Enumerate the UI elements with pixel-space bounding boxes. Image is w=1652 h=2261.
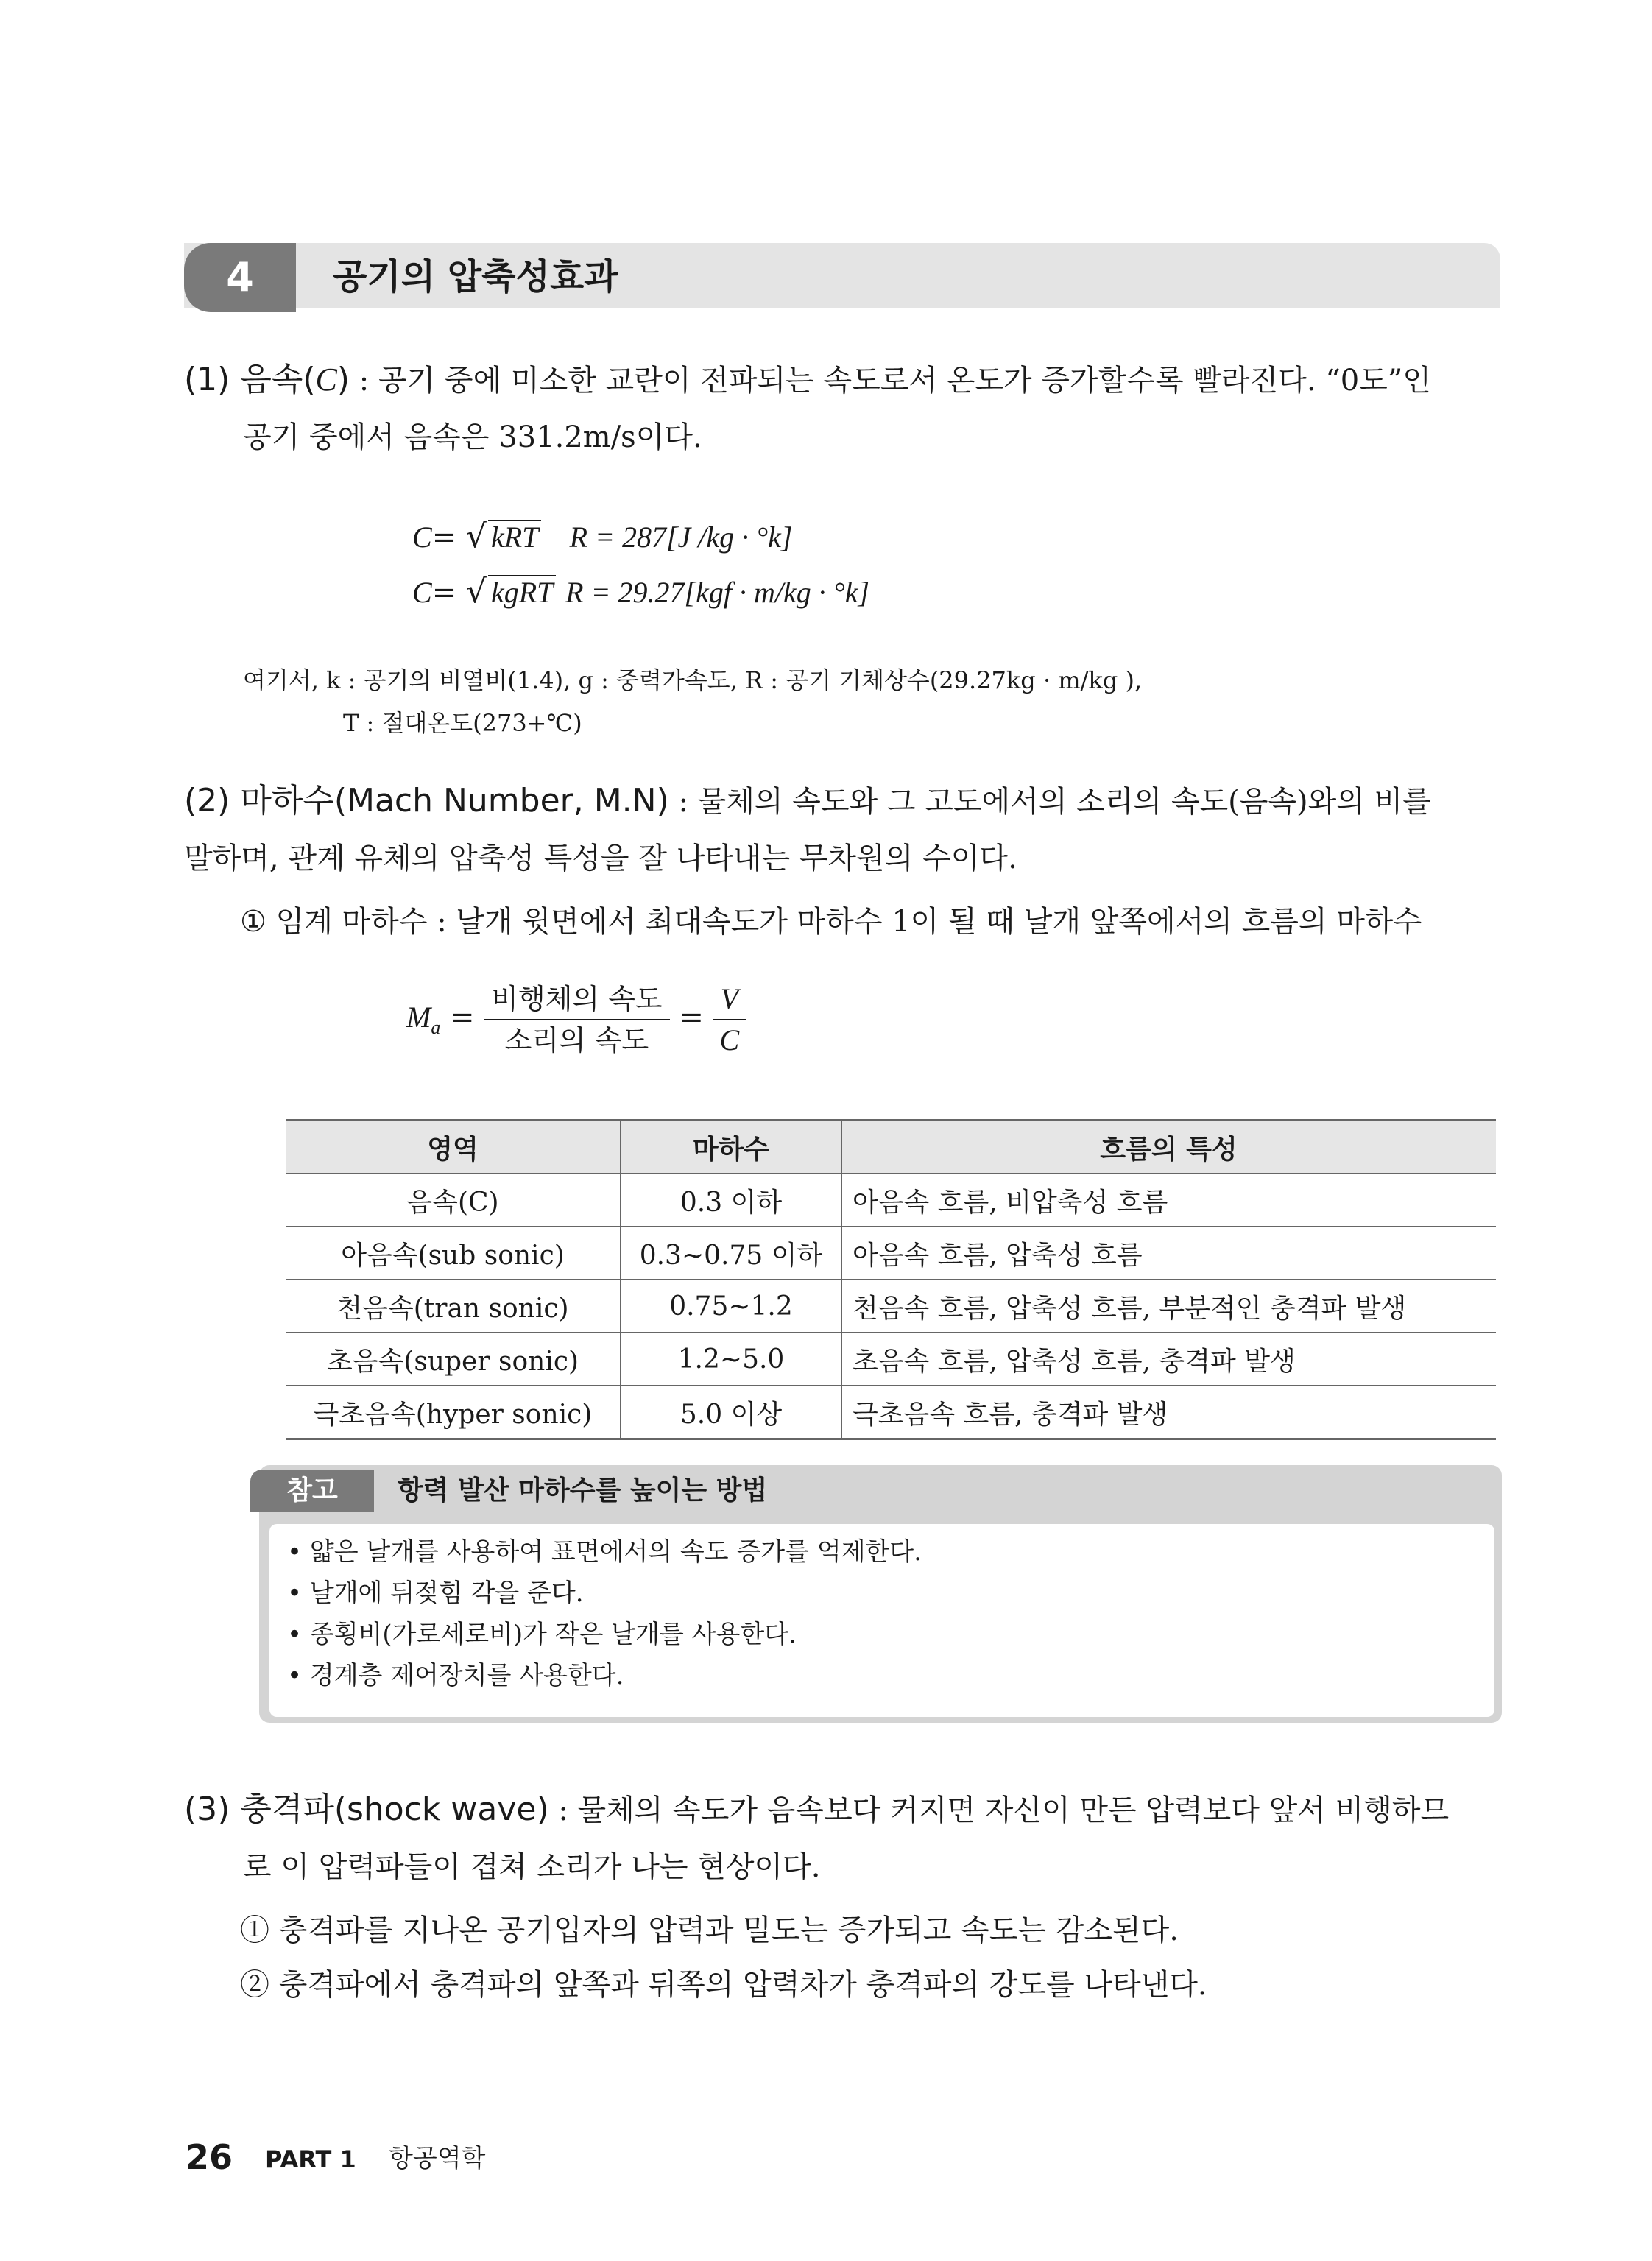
table-cell: 0.3 이하 (621, 1174, 841, 1227)
formula-gas-constant: R = 287[J /kg · °k] (569, 521, 793, 554)
item-number: ① (240, 905, 266, 939)
formula-equals: = (431, 521, 457, 554)
paragraph-sound-speed-line2: 공기 중에서 음속은 331.2m/s이다. (243, 420, 702, 454)
formula-equals-2: = (679, 1001, 704, 1034)
note-item: • 경계층 제어장치를 사용한다. (287, 1661, 624, 1690)
table-cell: 1.2~5.0 (621, 1333, 841, 1386)
table-cell: 극초음속 흐름, 충격파 발생 (841, 1386, 1496, 1439)
table-header-region: 영역 (286, 1121, 621, 1174)
table-cell: 극초음속(hyper sonic) (286, 1386, 621, 1439)
formula-equals: = (431, 576, 457, 610)
shockwave-item-1: ① 충격파를 지나온 공기입자의 압력과 밀도는 증가되고 속도는 감소된다. (240, 1913, 1179, 1947)
fraction-symbols (713, 979, 746, 1060)
item-text: : 날개 윗면에서 최대속도가 마하수 1이 될 때 날개 앞쪽에서의 흐름의 마하수 (427, 905, 1422, 939)
paragraph-text: : 물체의 속도가 음속보다 커지면 자신이 만든 압력보다 앞서 비행하므 (548, 1793, 1450, 1827)
note-title: 항력 발산 마하수를 높이는 방법 (398, 1475, 768, 1506)
page-number: 26 (186, 2137, 233, 2177)
note-item: • 얇은 날개를 사용하여 표면에서의 속도 증가를 억제한다. (287, 1537, 922, 1567)
fraction-words (484, 979, 669, 1060)
table-cell: 천음속 흐름, 압축성 흐름, 부분적인 충격파 발생 (841, 1280, 1496, 1333)
formula-sound-speed-2 (412, 567, 869, 618)
paragraph-mach-line1 (184, 773, 1431, 830)
sqrt-symbol: √ (465, 518, 487, 555)
mach-regime-table (286, 1119, 1496, 1440)
table-cell: 아음속(sub sonic) (286, 1227, 621, 1280)
table-cell: 0.75~1.2 (621, 1280, 841, 1333)
footer-chapter-title: 항공역학 (389, 2144, 486, 2173)
table-cell: 초음속 흐름, 압축성 흐름, 충격파 발생 (841, 1333, 1496, 1386)
table-cell: 천음속(tran sonic) (286, 1280, 621, 1333)
fraction-numerator: 비행체의 속도 (484, 979, 669, 1020)
note-tag: 참고 (250, 1470, 374, 1512)
heading-close: ) (336, 361, 350, 398)
paragraph-shockwave-line1 (184, 1782, 1449, 1838)
note-item: • 날개에 뒤젖힘 각을 준다. (287, 1579, 584, 1608)
table-row (286, 1386, 1496, 1439)
paragraph-heading: (2) 마하수(Mach Number, M.N) (184, 782, 669, 819)
paragraph-text: : 공기 중에 미소한 교란이 전파되는 속도로서 온도가 증가할수록 빨라진다. “0도”인 (350, 364, 1431, 398)
paragraph-heading: (3) 충격파(shock wave) (184, 1791, 549, 1828)
table-header-flow: 흐름의 특성 (841, 1121, 1496, 1174)
formula-sound-speed-1 (412, 512, 793, 562)
paragraph-heading: (1) 음속( (184, 361, 316, 398)
sqrt-symbol: √ (465, 573, 487, 610)
formula-equals: = (450, 1001, 475, 1034)
table-cell: 초음속(super sonic) (286, 1333, 621, 1386)
formula-radicand: kRT (488, 520, 541, 554)
formula-lhs: M (406, 1001, 431, 1034)
table-cell: 아음속 흐름, 비압축성 흐름 (841, 1174, 1496, 1227)
shockwave-item-2: ② 충격파에서 충격파의 앞쪽과 뒤쪽의 압력차가 충격파의 강도를 나타낸다. (240, 1968, 1207, 2002)
fraction-denominator: 소리의 속도 (504, 1024, 649, 1057)
table-header-mach: 마하수 (621, 1121, 841, 1174)
formula-lhs: C (412, 576, 432, 609)
formula-radicand: kgRT (488, 575, 556, 609)
formula-mach-number (406, 979, 746, 1060)
variable-definitions-line1: 여기서, k : 공기의 비열비(1.4), g : 중력가속도, R : 공기 기체상수(29.27kg · m/kg ), (243, 666, 1143, 694)
table-row (286, 1174, 1496, 1227)
heading-variable: C (315, 361, 337, 398)
fraction-numerator-2: V (713, 979, 746, 1020)
table-row (286, 1333, 1496, 1386)
item-heading: 임계 마하수 (275, 905, 428, 939)
table-cell: 0.3~0.75 이하 (621, 1227, 841, 1280)
table-row (286, 1280, 1496, 1333)
table-row (286, 1227, 1496, 1280)
paragraph-mach-line2: 말하며, 관계 유체의 압축성 특성을 잘 나타내는 무차원의 수이다. (184, 842, 1017, 875)
variable-definitions-line2: T : 절대온도(273+℃) (343, 709, 582, 737)
table-header-row (286, 1121, 1496, 1174)
table-cell: 음속(C) (286, 1174, 621, 1227)
table-cell: 5.0 이상 (621, 1386, 841, 1439)
footer-part-label: PART 1 (265, 2145, 356, 2173)
critical-mach-item (240, 894, 1422, 950)
section-number: 4 (226, 254, 254, 300)
fraction-denominator-2: C (719, 1023, 740, 1057)
paragraph-text: : 물체의 속도와 그 고도에서의 소리의 속도(음속)와의 비를 (668, 785, 1431, 819)
section-title: 공기의 압축성효과 (333, 256, 618, 297)
table-cell: 아음속 흐름, 압축성 흐름 (841, 1227, 1496, 1280)
note-item: • 종횡비(가로세로비)가 작은 날개를 사용한다. (287, 1620, 797, 1649)
paragraph-shockwave-line2: 로 이 압력파들이 겹쳐 소리가 나는 현상이다. (243, 1850, 821, 1884)
formula-lhs: C (412, 521, 432, 554)
paragraph-sound-speed-line1 (184, 352, 1431, 409)
formula-gas-constant: R = 29.27[kgf · m/kg · °k] (565, 576, 870, 609)
formula-lhs-subscript: a (431, 1017, 441, 1038)
